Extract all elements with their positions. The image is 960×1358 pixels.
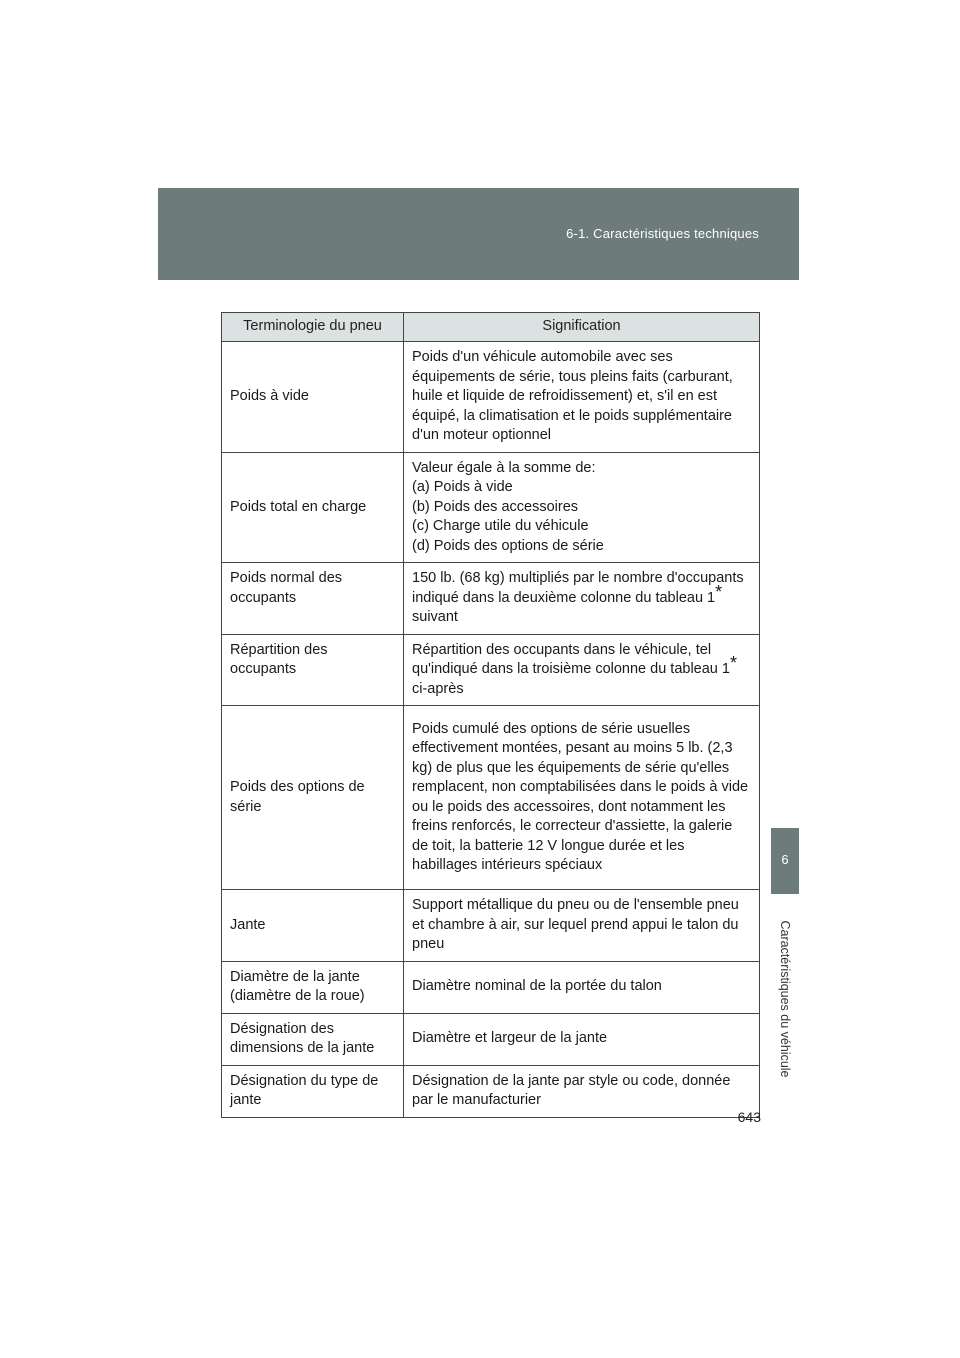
table-row — [222, 634, 760, 706]
term-cell: Désignation du type de jante — [222, 1065, 404, 1117]
meaning-line: (b) Poids des accessoires — [412, 498, 579, 515]
meaning-line: (c) Charge utile du véhicule — [412, 518, 589, 534]
meaning-cell: Poids d'un véhicule automobile avec ses équipements de série, tous pleins faits (carburant, huile et liquide de refroidissement) et, s'il en est équipé, la climatisation et le poids supplémentaire d'un moteur optionnel — [404, 342, 760, 453]
meaning-cell: Poids cumulé des options de série usuelles effectivement montées, pesant au moins 5 lb. (2,3 kg) de plus que les équipements de série qu'elles remplacent, non comptabilisées dans le poids à vide ou le poids des accessoires, dont notamment les freins renforcés, le correcteur d'assiette, la galerie de toit, la batterie 12 V longue durée et les habillages intérieurs spéciaux — [404, 706, 760, 890]
page-number: 643 — [737, 1109, 761, 1125]
footnote-mark: * — [729, 653, 737, 674]
term-cell: Poids total en charge — [222, 452, 404, 563]
section-header-band — [158, 188, 799, 280]
meaning-text-end: ci-après — [412, 680, 464, 697]
meaning-line: (d) Poids des options de série — [412, 537, 604, 554]
meaning-text: 150 lb. (68 kg) multipliés par le nombre d'occupants indiqué dans la deuxième colonne du tableau 1 — [412, 570, 744, 606]
term-cell: Poids normal des occupants — [222, 563, 404, 635]
section-title: 6-1. Caractéristiques techniques — [566, 226, 759, 241]
footnote-mark: * — [715, 581, 723, 602]
meaning-cell — [404, 634, 760, 706]
chapter-label: Caractéristiques du véhicule — [778, 920, 792, 1078]
table-row — [222, 890, 760, 962]
chapter-tab — [771, 828, 799, 894]
meaning-line: Valeur égale à la somme de: — [412, 459, 596, 476]
table-row — [222, 1013, 760, 1065]
chapter-number: 6 — [781, 852, 789, 867]
table-row — [222, 961, 760, 1013]
meaning-cell: Désignation de la jante par style ou code, donnée par le manufacturier — [404, 1065, 760, 1117]
meaning-cell: Support métallique du pneu ou de l'ensemble pneu et chambre à air, sur lequel prend appui le talon du pneu — [404, 890, 760, 962]
table-header-row — [222, 313, 760, 342]
meaning-cell — [404, 563, 760, 635]
meaning-line: (a) Poids à vide — [412, 479, 513, 495]
table-row — [222, 342, 760, 453]
term-cell: Désignation des dimensions de la jante — [222, 1013, 404, 1065]
term-cell: Jante — [222, 890, 404, 962]
column-header-term: Terminologie du pneu — [222, 313, 404, 342]
meaning-cell: Diamètre et largeur de la jante — [404, 1013, 760, 1065]
term-cell: Répartition des occupants — [222, 634, 404, 706]
tire-terminology-table — [221, 312, 760, 1118]
table-row — [222, 1065, 760, 1117]
term-cell: Poids à vide — [222, 342, 404, 453]
meaning-cell — [404, 452, 760, 563]
meaning-text: Répartition des occupants dans le véhicule, tel qu'indiqué dans la troisième colonne du tableau 1 — [412, 641, 730, 677]
table-row — [222, 452, 760, 563]
table-row — [222, 563, 760, 635]
term-cell: Poids des options de série — [222, 706, 404, 890]
table-row — [222, 706, 760, 890]
term-cell: Diamètre de la jante (diamètre de la roue) — [222, 961, 404, 1013]
column-header-meaning: Signification — [404, 313, 760, 342]
meaning-cell: Diamètre nominal de la portée du talon — [404, 961, 760, 1013]
chapter-label-container — [771, 902, 799, 1092]
meaning-text-end: suivant — [412, 609, 458, 625]
